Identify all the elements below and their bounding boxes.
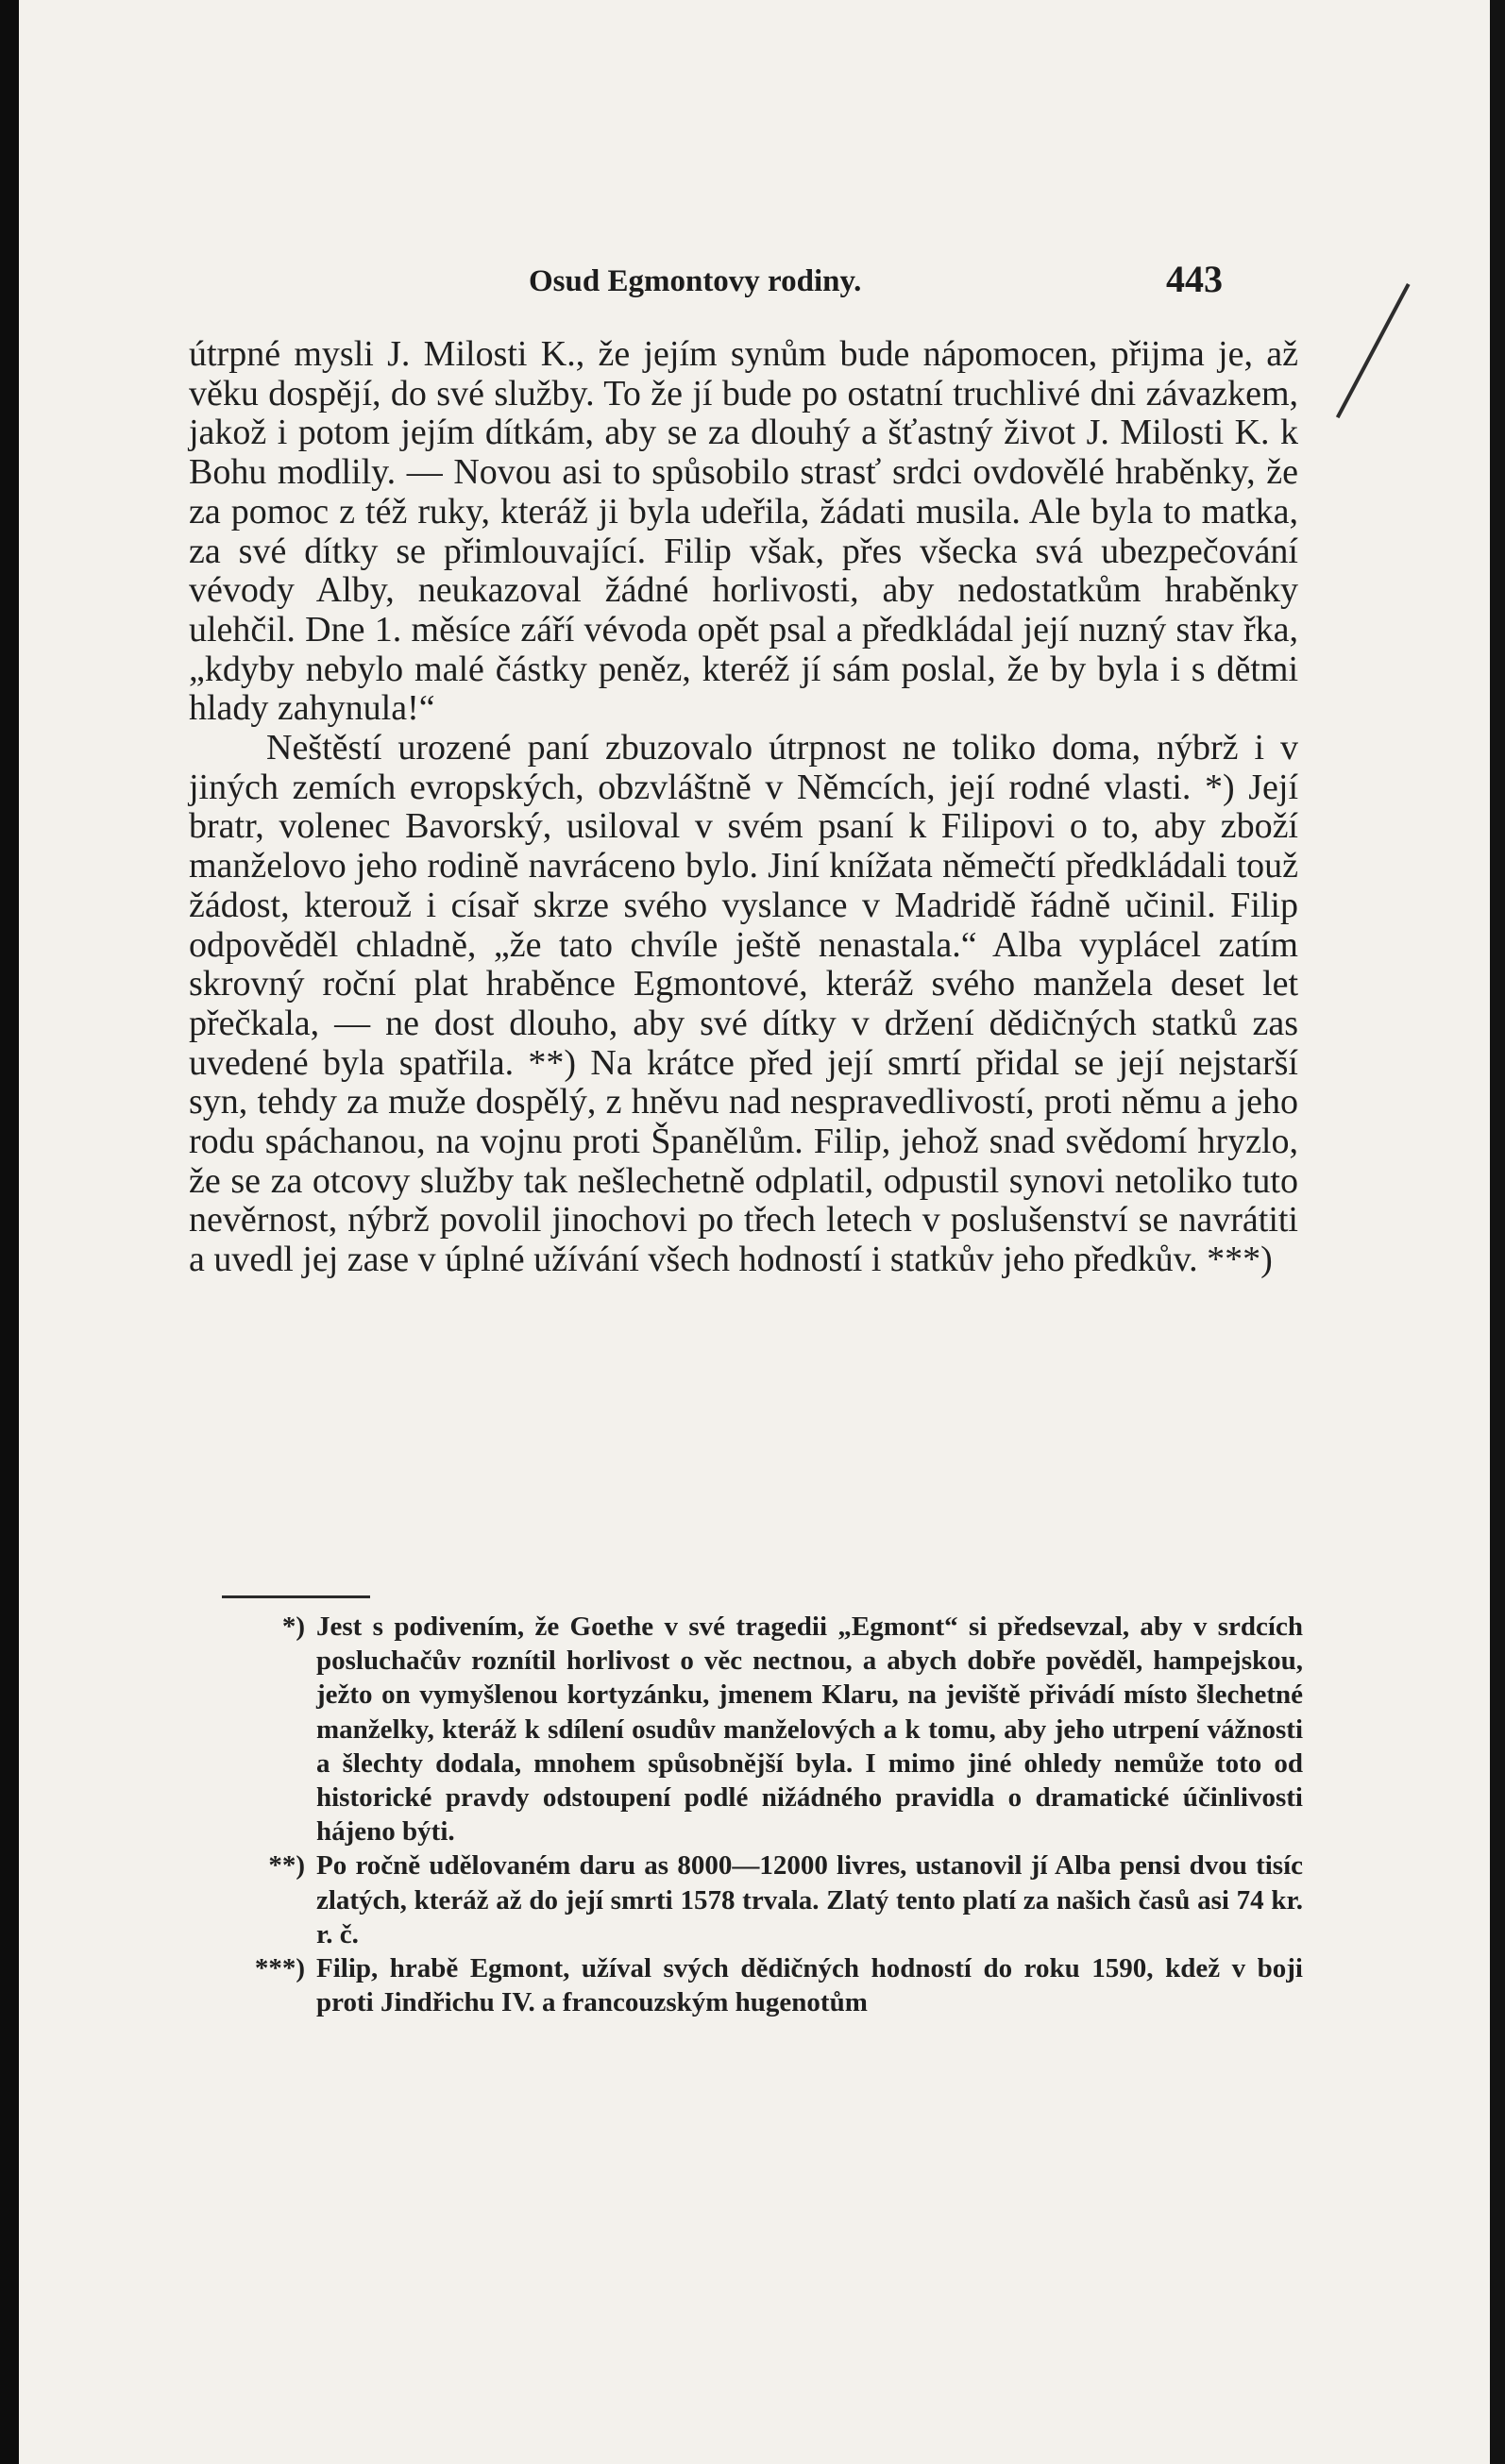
page-number: 443 [1166,258,1223,300]
book-page [19,0,1490,2464]
page-header [19,255,1490,312]
scan-edge-left [0,0,19,2464]
footnote-mark: *) [281,1612,305,1642]
footnote-text: Po ročně udělovaném daru as 8000—12000 livres, ustanovil jí Alba pensi dvou tisíc zlatých, kteráž až do její smrti 1578 trvala. Zlatý tento platí za našich časů asi 74 kr. r. č. [316,1850,1303,1949]
footnote-mark: ***) [254,1953,305,1984]
footnote-2 [222,1848,1303,1951]
footnote-text: Filip, hrabě Egmont, užíval svých dědičných hodností do roku 1590, kdež v boji proti Jindřichu IV. a francouzským hugenotům [316,1953,1303,2018]
footnote-1 [222,1610,1303,1848]
footnote-divider [222,1595,370,1598]
footnotes [222,1610,1303,2019]
paragraph-1: útrpné mysli J. Milosti K., že jejím synům bude nápomocen, přijma je, až věku dospějí, do své služby. To že jí bude po ostatní truchlivé dni závazkem, jakož i potom jejím dítkám, aby se za dlouhý a šťastný život J. Milosti K. k Bohu modlily. — Novou asi to spůsobilo strasť srdci ovdovělé hraběnky, že za pomoc z též ruky, kteráž ji byla udeřila, žádati musila. Ale byla to matka, za své dítky se přimlouvající. Filip však, přes všecka svá ubezpečování vévody Alby, neukazoval žádné horlivosti, aby nedostatkům hraběnky ulehčil. Dne 1. měsíce září vévoda opět psal a předkládal její nuzný stav řka, „kdyby nebylo malé částky peněz, kteréž jí sám poslal, že by byla i s dětmi hlady zahynula!“ [189,334,1298,729]
footnote-mark: **) [268,1850,305,1882]
running-head: Osud Egmontovy rodiny. [529,264,862,298]
footnote-3 [222,1951,1303,2019]
footnote-text: Jest s podivením, že Goethe v své tragedii „Egmont“ si předsevzal, aby v srdcích posluchačův roznítil horlivost o věc nectnou, a abych dobře pověděl, hampejskou, ježto on vymyšlenou kortyzánku, jmenem Klaru, na jeviště přivádí místo šlechetné manželky, kteráž k sdílení osudův manželových a k tomu, aby jeho utrpení vážnosti a šlechty dodala, mnohem spůsobnější byla. I mimo jiné ohledy nemůže toto od historické pravdy odstoupení podlé nižádného pravidla o dramatické účinlivosti hájeno býti. [316,1612,1303,1848]
paragraph-2: Neštěstí urozené paní zbuzovalo útrpnost ne toliko doma, nýbrž i v jiných zemích evropských, obzvláštně v Němcích, její rodné vlasti. *) Její bratr, volenec Bavorský, usiloval v svém psaní k Filipovi o to, aby zboží manželovo jeho rodině navráceno bylo. Jiní knížata němečtí předkládali touž žádost, kterouž i císař skrze svého vyslance v Madridě řádně učinil. Filip odpověděl chladně, „že tato chvíle ještě nenastala.“ Alba vyplácel zatím skrovný roční plat hraběnce Egmontové, kteráž svého manžela deset let přečkala, — ne dost dlouho, aby své dítky v držení dědičných statků zas uvedené byla spatřila. **) Na krátce před její smrtí přidal se její nejstarší syn, tehdy za muže dospělý, z hněvu nad nespravedlivostí, proti němu a jeho rodu spáchanou, na vojnu proti Španělům. Filip, jehož snad svědomí hryzlo, že se za otcovy služby tak nešlechetně odplatil, odpustil synovi netoliko tuto nevěrnost, nýbrž povolil jinochovi po třech letech v poslušenství se navrátiti a uvedl jej zase v úplné užívání všech hodností i statkův jeho předkův. ***) [189,728,1298,1280]
body-text [189,335,1298,1280]
scan-edge-right [1490,0,1505,2464]
